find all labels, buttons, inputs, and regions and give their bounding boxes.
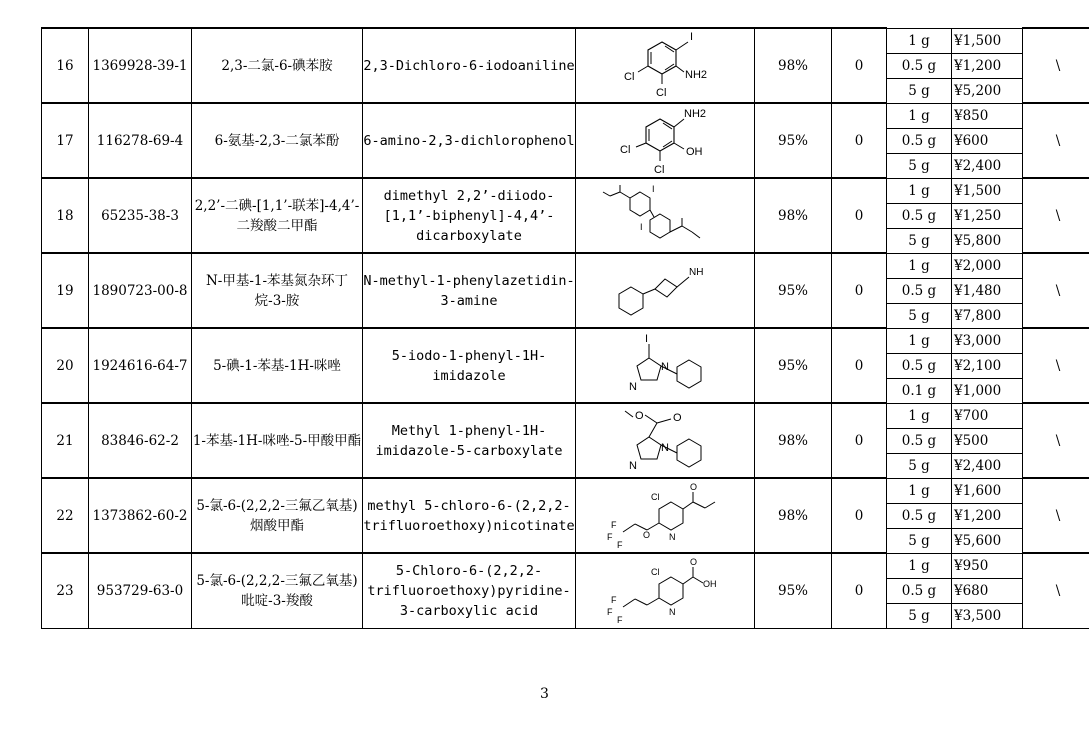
stock: 0 [832,553,887,628]
price: ¥950 [952,553,1023,578]
english-name: methyl 5-chloro-6-(2,2,2-trifluoroethoxy)nicotinate [363,478,576,553]
svg-text:Cl: Cl [656,86,667,99]
price: ¥2,400 [952,153,1023,178]
price: ¥3,500 [952,603,1023,628]
cas-number: 1373862-60-2 [89,478,192,553]
price: ¥1,500 [952,28,1023,53]
chinese-name: 6-氨基-2,3-二氯苯酚 [192,103,363,178]
quantity: 0.5 g [887,128,952,153]
product-table [41,27,1089,629]
purity: 98% [755,403,832,478]
svg-text:N: N [661,441,669,454]
svg-text:Cl: Cl [654,163,665,175]
stock: 0 [832,103,887,178]
quantity: 5 g [887,603,952,628]
price: ¥1,200 [952,503,1023,528]
cas-number: 83846-62-2 [89,403,192,478]
item-number: 19 [42,253,89,328]
svg-text:F: F [617,539,623,550]
cas-number: 953729-63-0 [89,553,192,628]
price: ¥600 [952,128,1023,153]
svg-text:Cl: Cl [624,70,635,83]
quantity: 0.5 g [887,578,952,603]
english-name: 2,3-Dichloro-6-iodoaniline [363,28,576,103]
purity: 95% [755,328,832,403]
english-name: 6-amino-2,3-dichlorophenol [363,103,576,178]
item-number: 21 [42,403,89,478]
purity: 98% [755,178,832,253]
table-row [42,178,1089,203]
quantity: 0.5 g [887,278,952,303]
english-name: 5-iodo-1-phenyl-1H-imidazole [363,328,576,403]
svg-text:O: O [690,481,698,492]
quantity: 5 g [887,453,952,478]
purity: 95% [755,253,832,328]
svg-text:F: F [617,614,623,625]
price: ¥5,800 [952,228,1023,253]
item-number: 16 [42,28,89,103]
nicotinate-ester-structure [576,478,755,553]
english-name: N-methyl-1-phenylazetidin-3-amine [363,253,576,328]
quantity: 0.5 g [887,503,952,528]
cas-number: 1890723-00-8 [89,253,192,328]
english-name: 5-Chloro-6-(2,2,2-trifluoroethoxy)pyridine-3-carboxylic acid [363,553,576,628]
note: \ [1023,403,1089,478]
quantity: 5 g [887,303,952,328]
svg-text:I: I [640,221,643,232]
svg-text:N: N [629,459,637,472]
svg-text:NH2: NH2 [685,68,708,81]
svg-text:O: O [635,409,644,422]
svg-text:N: N [661,360,669,373]
stock: 0 [832,478,887,553]
quantity: 0.1 g [887,378,952,403]
table-row [42,28,1089,53]
quantity: 5 g [887,528,952,553]
svg-text:NH: NH [689,266,704,278]
item-number: 23 [42,553,89,628]
page-number: 3 [540,686,549,702]
stock: 0 [832,403,887,478]
english-name: dimethyl 2,2’-diiodo-[1,1’-biphenyl]-4,4’-dicarboxylate [363,178,576,253]
svg-text:NH2: NH2 [684,107,707,120]
table-row [42,328,1089,353]
purity: 95% [755,103,832,178]
cas-number: 1924616-64-7 [89,328,192,403]
quantity: 0.5 g [887,53,952,78]
chinese-name: 2,2’-二碘-[1,1’-联苯]-4,4’-二羧酸二甲酯 [192,178,363,253]
svg-text:O: O [690,556,698,567]
quantity: 0.5 g [887,353,952,378]
svg-text:I: I [645,332,649,345]
table-row [42,478,1089,503]
6-amino-2,3-dichlorophenol-structure [576,103,755,178]
chinese-name: 1-苯基-1H-咪唑-5-甲酸甲酯 [192,403,363,478]
item-number: 17 [42,103,89,178]
svg-text:OH: OH [686,145,703,158]
purity: 95% [755,553,832,628]
price: ¥1,500 [952,178,1023,203]
quantity: 1 g [887,478,952,503]
stock: 0 [832,178,887,253]
note: \ [1023,328,1089,403]
stock: 0 [832,328,887,403]
note: \ [1023,178,1089,253]
price: ¥3,000 [952,328,1023,353]
quantity: 1 g [887,553,952,578]
quantity: 1 g [887,103,952,128]
price: ¥1,480 [952,278,1023,303]
svg-text:I: I [690,31,694,43]
quantity: 1 g [887,28,952,53]
quantity: 0.5 g [887,203,952,228]
chinese-name: 5-碘-1-苯基-1H-咪唑 [192,328,363,403]
stock: 0 [832,28,887,103]
english-name: Methyl 1-phenyl-1H-imidazole-5-carboxylate [363,403,576,478]
cas-number: 1369928-39-1 [89,28,192,103]
price: ¥680 [952,578,1023,603]
quantity: 1 g [887,328,952,353]
chinese-name: 2,3-二氯-6-碘苯胺 [192,28,363,103]
quantity: 5 g [887,153,952,178]
price: ¥1,250 [952,203,1023,228]
quantity: 1 g [887,178,952,203]
item-number: 18 [42,178,89,253]
imidazole-ester-structure [576,403,755,478]
note: \ [1023,28,1089,103]
svg-text:N: N [669,606,676,617]
quantity: 5 g [887,78,952,103]
azetidine-structure [576,253,755,328]
purity: 98% [755,478,832,553]
table-row [42,553,1089,578]
note: \ [1023,478,1089,553]
price: ¥5,200 [952,78,1023,103]
note: \ [1023,103,1089,178]
price: ¥850 [952,103,1023,128]
table-row [42,103,1089,128]
svg-text:Cl: Cl [651,491,660,502]
cas-number: 65235-38-3 [89,178,192,253]
item-number: 20 [42,328,89,403]
iodo-imidazole-structure [576,328,755,403]
chinese-name: N-甲基-1-苯基氮杂环丁烷-3-胺 [192,253,363,328]
svg-text:O: O [643,529,651,540]
svg-text:O: O [673,411,682,424]
price: ¥700 [952,403,1023,428]
svg-text:N: N [669,531,676,542]
purity: 98% [755,28,832,103]
cas-number: 116278-69-4 [89,103,192,178]
2,3-dichloro-6-iodoaniline-structure [576,28,755,103]
svg-text:Cl: Cl [620,143,631,156]
note: \ [1023,253,1089,328]
table-row [42,403,1089,428]
price: ¥1,000 [952,378,1023,403]
price: ¥2,100 [952,353,1023,378]
stock: 0 [832,253,887,328]
chinese-name: 5-氯-6-(2,2,2-三氟乙氧基)吡啶-3-羧酸 [192,553,363,628]
svg-text:F: F [611,519,617,530]
svg-text:F: F [607,531,613,542]
quantity: 0.5 g [887,428,952,453]
svg-text:F: F [611,594,617,605]
price: ¥1,200 [952,53,1023,78]
svg-text:OH: OH [703,578,717,589]
price: ¥2,000 [952,253,1023,278]
quantity: 1 g [887,403,952,428]
quantity: 1 g [887,253,952,278]
price: ¥7,800 [952,303,1023,328]
note: \ [1023,553,1089,628]
svg-text:Cl: Cl [651,566,660,577]
svg-text:I: I [652,183,655,194]
pyridine-acid-structure [576,553,755,628]
svg-text:N: N [629,380,637,393]
price: ¥1,600 [952,478,1023,503]
price: ¥2,400 [952,453,1023,478]
svg-text:F: F [607,606,613,617]
item-number: 22 [42,478,89,553]
quantity: 5 g [887,228,952,253]
biphenyl-diester-structure [576,178,755,253]
price: ¥500 [952,428,1023,453]
chinese-name: 5-氯-6-(2,2,2-三氟乙氧基)烟酸甲酯 [192,478,363,553]
table-row [42,253,1089,278]
price: ¥5,600 [952,528,1023,553]
